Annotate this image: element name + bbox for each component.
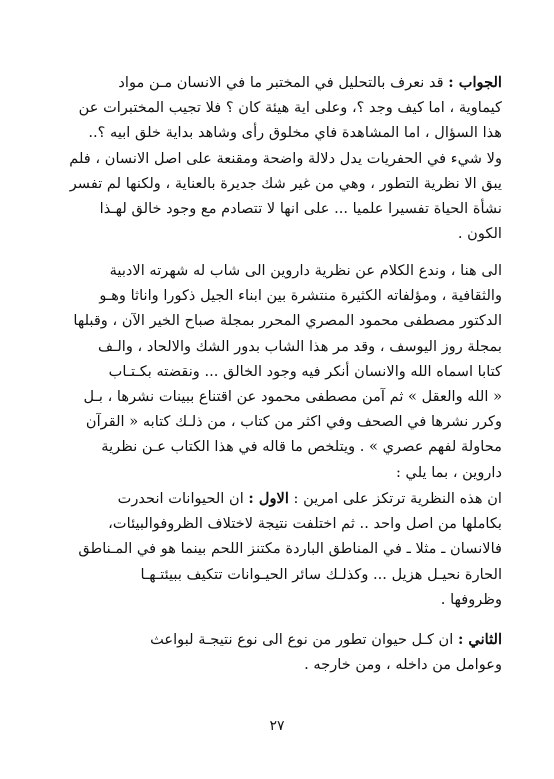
text-line: الكون . [457, 225, 502, 243]
text-line: نشأة الحياة تفسيرا علميا ... على انها لا تتصادم مع وجود خالق لهـذا [99, 200, 502, 218]
text-line: الى هنا ، وندع الكلام عن نظرية داروين الى شاب له شهرته الادبية [109, 262, 502, 279]
text-line: فالانسان ـ مثلا ـ في المناطق الباردة مكتنز اللحم بينما هو في المـناطق [78, 540, 502, 558]
text-line: داروين ، بما يلي : [395, 463, 502, 481]
text-line [46, 486, 502, 511]
text-line: يبق الا نظرية التطور ، وهي من غير شك جديرة بالعناية ، ولكنها لم تفسر [69, 174, 502, 192]
mustafa-mahmoud-paragraph [46, 258, 502, 485]
text-line-content: ان كـل حيوان تطور من نوع الى نوع نتيجـة لبواعث [150, 631, 458, 648]
text-line: الحارة نحيـل هزيل ... وكذلـك سائر الحيـوانات تتكيف ببيئتـهـا [140, 565, 502, 583]
text-line-lead: ان هذه النظرية ترتكز على امرين : [288, 490, 502, 507]
text-line: كتابا اسماه الله والانسان أنكر فيه وجود الخالق ... ونقضته بكـتـاب [108, 362, 502, 380]
second-point-paragraph [46, 627, 502, 677]
text-line [46, 70, 502, 95]
text-line: الدكتور مصطفى محمود المصري المحرر بمجلة صباح الخير الآن ، وقبلها [73, 312, 502, 330]
first-label: الاول : [248, 490, 289, 507]
text-line: وكرر نشرها في الصحف وفي اكثر من كتاب ، من ذلـك كتابه « القرآن [85, 413, 502, 431]
text-line: بكاملها من اصل واحد .. ثم اختلفت نتيجة لاختلاف الظروفوالبيئات، [108, 515, 502, 533]
first-point-paragraph [46, 486, 502, 612]
text-line: ولا شيء في الحفريات يدل دلالة واضحة ومقنعة على اصل الانسان ، فلم [69, 149, 502, 167]
page-number: ٢٧ [269, 718, 285, 734]
text-line: كيماوية ، اما كيف وجد ؟، وعلى اية هيئة كان ؟ فلا تجيب المختبرات عن [78, 99, 502, 117]
answer-label: الجواب : [448, 74, 502, 91]
text-line-content: ان الحيوانات انحدرت [117, 490, 249, 507]
text-line: هذا السؤال ، اما المشاهدة فاي مخلوق رأى وشاهد بداية خلق ابيه ؟.. [88, 124, 502, 142]
text-line [46, 627, 502, 652]
second-label: الثاني : [457, 631, 502, 648]
text-line: « الله والعقل » ثم آمن مصطفى محمود عن اقتناع ببينات نشرها ، بـل [83, 388, 502, 406]
answer-paragraph [46, 70, 502, 246]
text-line: وظروفها . [440, 590, 502, 608]
text-line: وعوامل من داخله ، ومن خارجه . [304, 656, 502, 674]
text-line: محاولة لفهم عصري » . ويتلخص ما قاله في هذا الكتاب عـن نظرية [101, 438, 502, 456]
text-line: والثقافية ، ومؤلفاته الكثيرة منتشرة بين ابناء الجيل ذكورا واناثا وهـو [99, 287, 502, 305]
text-line: بمجلة روز اليوسف ، وقد مر هذا الشاب بدور الشك والالحاد ، والـف [97, 337, 502, 355]
text-line-content: قد نعرف بالتحليل في المختبر ما في الانسان مـن مواد [118, 74, 449, 91]
